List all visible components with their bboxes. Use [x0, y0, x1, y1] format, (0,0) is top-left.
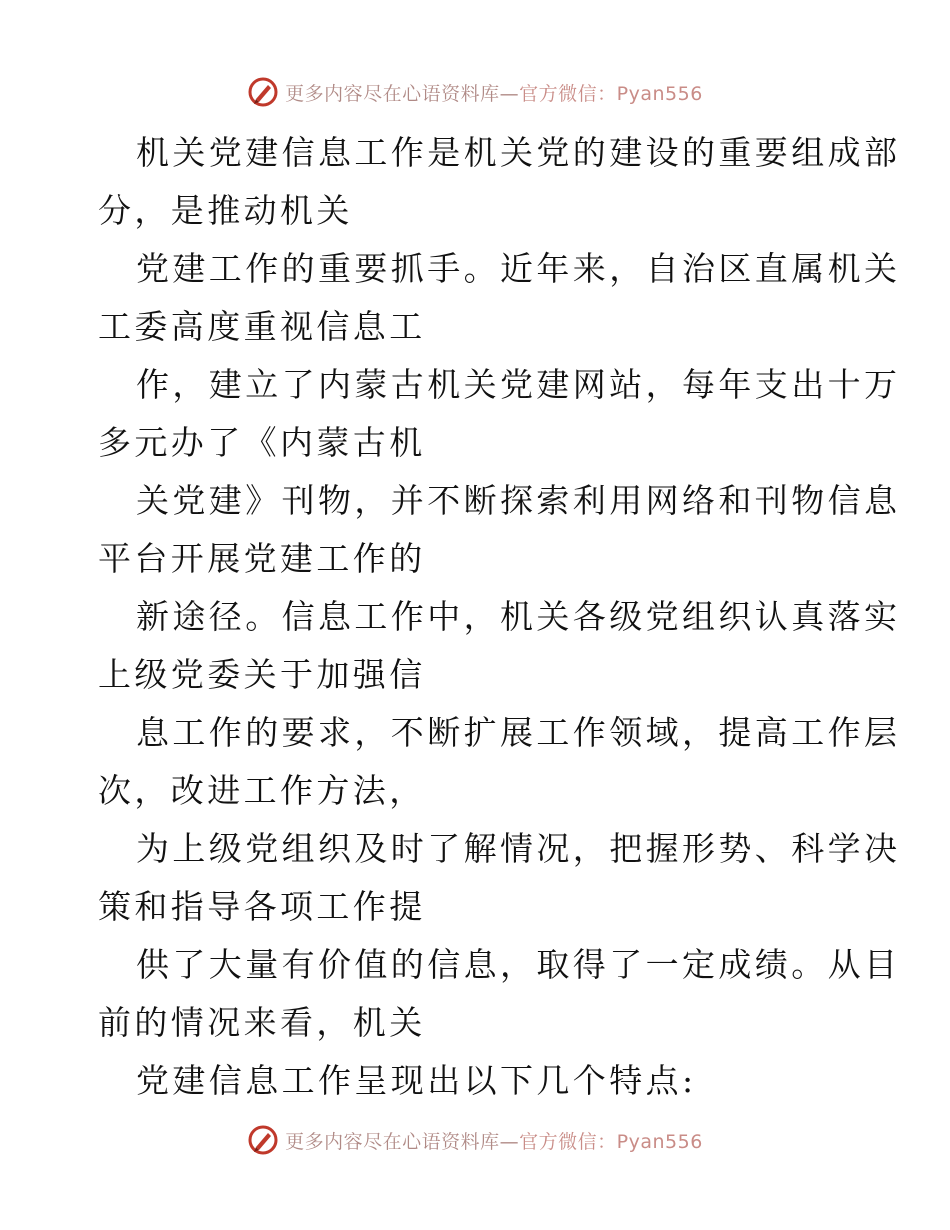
body-line: 次，改进工作方法， [98, 771, 426, 810]
footer-banner-dash: — [499, 1130, 520, 1153]
body-line: 关党建》刊物，并不断探索利用网络和刊物信息 [136, 481, 901, 520]
body-line: 前的情况来看，机关 [98, 1003, 426, 1042]
body-line: 分，是推动机关 [98, 191, 353, 230]
header-banner [0, 72, 950, 112]
footer-banner [0, 1120, 950, 1160]
header-banner-text [285, 79, 703, 106]
body-line: 党建工作的重要抓手。近年来，自治区直属机关 [136, 249, 901, 288]
body-line: 为上级党组织及时了解情况，把握形势、科学决 [136, 829, 901, 868]
footer-banner-contact: 官方微信：Pyan556 [519, 1130, 703, 1153]
body-line: 工委高度重视信息工 [98, 307, 426, 346]
pen-circle-logo-icon [247, 1124, 279, 1156]
body-line: 多元办了《内蒙古机 [98, 423, 426, 462]
body-line: 上级党委关于加强信 [98, 655, 426, 694]
header-banner-contact: 官方微信：Pyan556 [519, 82, 703, 105]
body-line: 供了大量有价值的信息，取得了一定成绩。从目 [136, 945, 901, 984]
header-banner-main: 更多内容尽在心语资料库 [285, 82, 500, 105]
body-line: 新途径。信息工作中，机关各级党组织认真落实 [136, 597, 901, 636]
body-line: 机关党建信息工作是机关党的建设的重要组成部 [136, 133, 901, 172]
pen-circle-logo-icon [247, 76, 279, 108]
body-line: 作，建立了内蒙古机关党建网站，每年支出十万 [136, 365, 901, 404]
body-line: 党建信息工作呈现出以下几个特点: [136, 1061, 697, 1100]
body-line: 平台开展党建工作的 [98, 539, 426, 578]
body-line: 息工作的要求，不断扩展工作领域，提高工作层 [136, 713, 901, 752]
header-banner-dash: — [499, 82, 520, 105]
footer-banner-main: 更多内容尽在心语资料库 [285, 1130, 500, 1153]
document-body [98, 124, 901, 1110]
footer-banner-text [285, 1127, 703, 1154]
body-line: 策和指导各项工作提 [98, 887, 426, 926]
